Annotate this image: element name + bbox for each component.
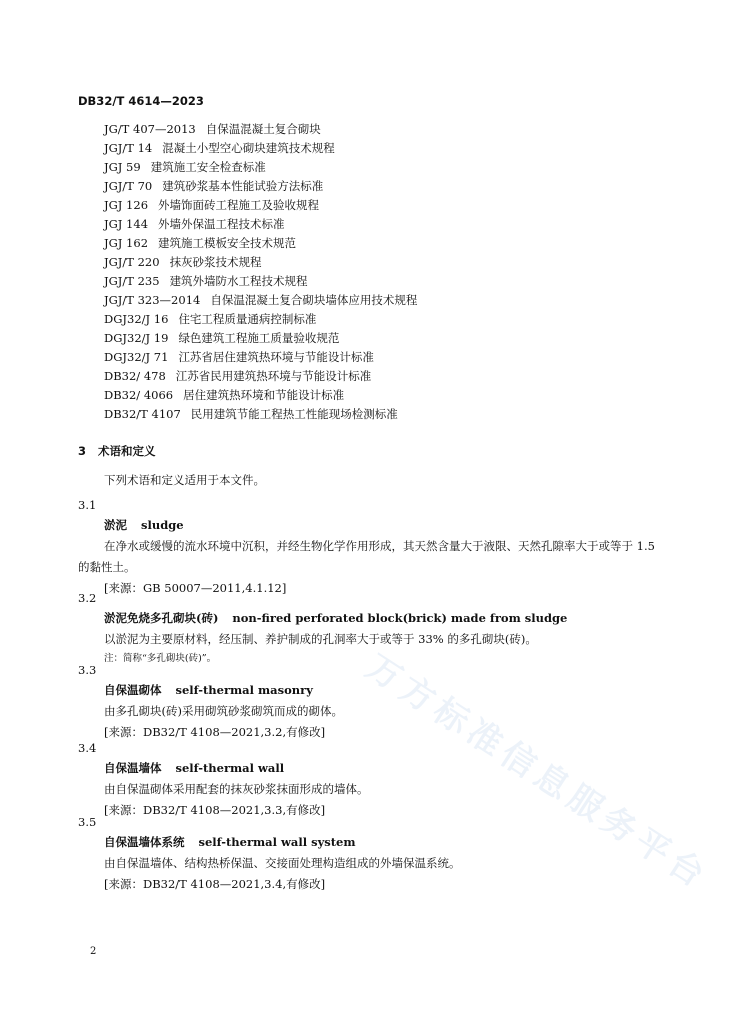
reference-title: 建筑施工安全检查标准: [150, 160, 266, 174]
reference-code: JGJ 126: [104, 198, 149, 212]
term-entry: [78, 660, 658, 743]
document-header: DB32/T 4614—2023: [78, 94, 204, 108]
term-entry: [78, 588, 658, 667]
reference-title: 外墙外保温工程技术标准: [158, 217, 285, 231]
reference-item: [104, 215, 417, 234]
term-definition: 由自保温墙体、结构热桥保温、交接面处理构造组成的外墙保温系统。: [104, 856, 461, 870]
reference-title: 自保温混凝土复合砌块: [205, 122, 321, 136]
term-note: 注：简称“多孔砌块(砖)”。: [104, 653, 217, 664]
term-definition: 由自保温砌体采用配套的抹灰砂浆抹面形成的墙体。: [104, 782, 369, 796]
reference-title: 住宅工程质量通病控制标准: [178, 312, 317, 326]
reference-code: DGJ32/J 71: [104, 350, 169, 364]
reference-title: 江苏省民用建筑热环境与节能设计标准: [175, 369, 372, 383]
term-name-en: self-thermal wall system: [198, 835, 356, 849]
term-name-en: non-fired perforated block(brick) made from sludge: [232, 611, 568, 625]
page-number: 2: [90, 946, 97, 957]
term-number: 3.1: [78, 498, 97, 512]
term-number: 3.3: [78, 663, 97, 677]
reference-code: DGJ32/J 16: [104, 312, 169, 326]
reference-title: 民用建筑节能工程热工性能现场检测标准: [190, 407, 398, 421]
reference-code: JG/T 407—2013: [104, 122, 196, 136]
reference-title: 建筑外墙防水工程技术规程: [169, 274, 308, 288]
reference-item: [104, 253, 417, 272]
reference-item: [104, 177, 417, 196]
section-intro: 下列术语和定义适用于本文件。: [104, 473, 265, 487]
term-name: [78, 680, 658, 701]
reference-title: 外墙饰面砖工程施工及验收规程: [158, 198, 320, 212]
term-name-zh: 自保温墙体: [104, 761, 162, 775]
reference-title: 建筑砂浆基本性能试验方法标准: [162, 179, 324, 193]
section-number: 3: [78, 444, 87, 458]
reference-item: [104, 329, 417, 348]
section-heading: [78, 443, 156, 459]
term-source: [来源：DB32/T 4108—2021,3.3,有修改]: [104, 803, 326, 817]
reference-code: JGJ/T 70: [104, 179, 153, 193]
term-name: [78, 832, 658, 853]
reference-title: 建筑施工模板安全技术规范: [158, 236, 297, 250]
reference-item: [104, 386, 417, 405]
reference-item: [104, 310, 417, 329]
reference-code: JGJ/T 235: [104, 274, 160, 288]
term-name: [78, 758, 658, 779]
term-source: [来源：GB 50007—2011,4.1.12]: [104, 581, 287, 595]
term-source: [来源：DB32/T 4108—2021,3.2,有修改]: [104, 725, 326, 739]
term-name: [78, 608, 658, 629]
normative-references-list: [104, 120, 417, 424]
term-name-zh: 自保温砌体: [104, 683, 162, 697]
reference-item: [104, 367, 417, 386]
reference-item: [104, 272, 417, 291]
reference-item: [104, 291, 417, 310]
reference-item: [104, 196, 417, 215]
reference-title: 混凝土小型空心砌块建筑技术规程: [162, 141, 335, 155]
reference-item: [104, 120, 417, 139]
watermark: 万方标准信息服务平台: [358, 646, 717, 899]
section-title: 术语和定义: [98, 444, 156, 458]
term-definition: 在净水或缓慢的流水环境中沉积，并经生物化学作用形成，其天然含量大于液限、天然孔隙率大于或等于 1.5 的黏性土。: [78, 539, 655, 574]
reference-code: JGJ/T 14: [104, 141, 153, 155]
term-entry: [78, 738, 658, 821]
term-name-zh: 自保温墙体系统: [104, 835, 185, 849]
reference-title: 抹灰砂浆技术规程: [169, 255, 262, 269]
reference-title: 绿色建筑工程施工质量验收规范: [178, 331, 340, 345]
reference-title: 自保温混凝土复合砌块墙体应用技术规程: [210, 293, 418, 307]
reference-code: DGJ32/J 19: [104, 331, 169, 345]
reference-code: JGJ 59: [104, 160, 141, 174]
reference-code: DB32/ 4066: [104, 388, 174, 402]
reference-item: [104, 234, 417, 253]
reference-code: DB32/ 478: [104, 369, 166, 383]
term-number: 3.5: [78, 815, 97, 829]
reference-title: 居住建筑热环境和节能设计标准: [183, 388, 345, 402]
reference-code: JGJ/T 220: [104, 255, 160, 269]
term-name-zh: 淤泥: [104, 518, 127, 532]
reference-code: JGJ/T 323—2014: [104, 293, 201, 307]
reference-title: 江苏省居住建筑热环境与节能设计标准: [178, 350, 374, 364]
term-definition: 以淤泥为主要原材料，经压制、养护制成的孔洞率大于或等于 33% 的多孔砌块(砖)。: [104, 632, 537, 646]
reference-code: JGJ 144: [104, 217, 149, 231]
term-name-zh: 淤泥免烧多孔砌块(砖): [104, 611, 219, 625]
term-number: 3.2: [78, 591, 97, 605]
term-source: [来源：DB32/T 4108—2021,3.4,有修改]: [104, 877, 326, 891]
reference-item: [104, 158, 417, 177]
reference-item: [104, 405, 417, 424]
term-name-en: self-thermal masonry: [175, 683, 313, 697]
term-entry: [78, 495, 658, 599]
term-number: 3.4: [78, 741, 97, 755]
term-entry: [78, 812, 658, 895]
term-name-en: self-thermal wall: [175, 761, 285, 775]
term-name: [78, 515, 658, 536]
reference-item: [104, 139, 417, 158]
term-name-en: sludge: [141, 518, 184, 532]
term-definition: 由多孔砌块(砖)采用砌筑砂浆砌筑而成的砌体。: [104, 704, 343, 718]
reference-item: [104, 348, 417, 367]
reference-code: JGJ 162: [104, 236, 149, 250]
reference-code: DB32/T 4107: [104, 407, 181, 421]
